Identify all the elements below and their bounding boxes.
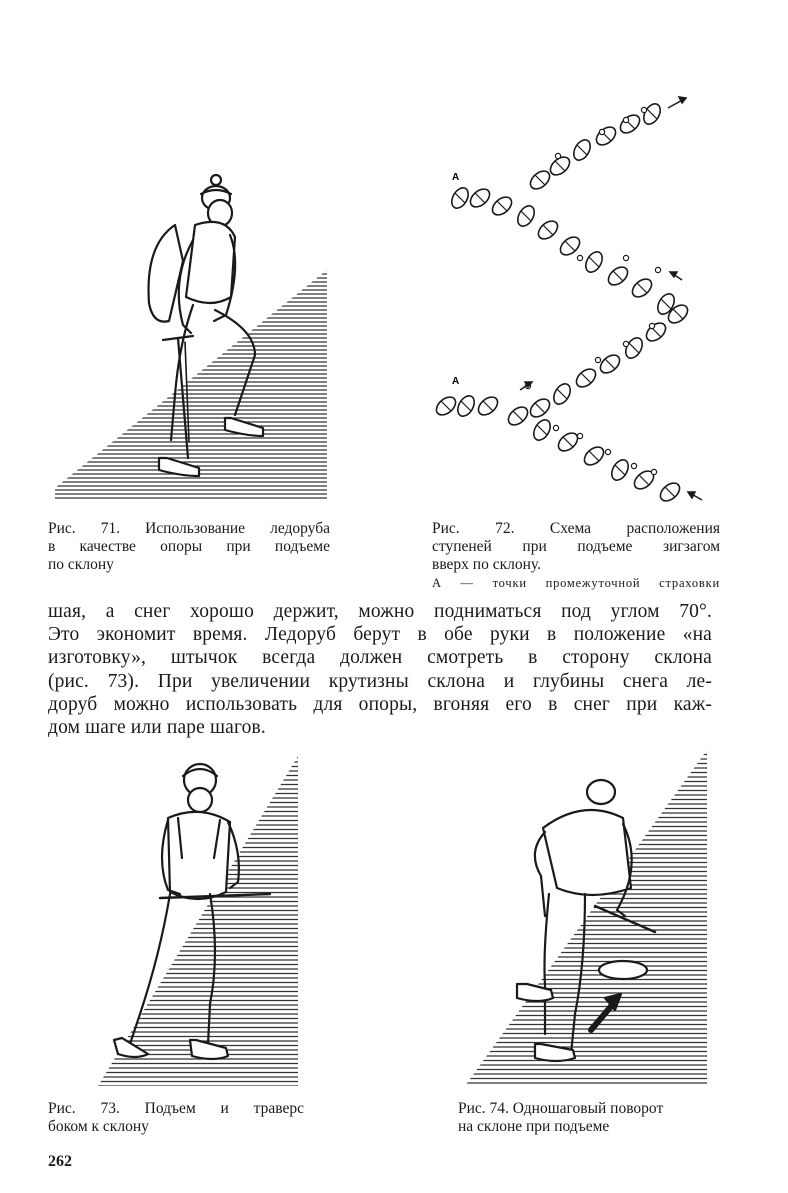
figure-72-caption xyxy=(432,520,720,592)
figure-72-step-diagram xyxy=(430,80,710,510)
figure-71-illustration xyxy=(45,170,335,510)
caption-line: вверх по склону. xyxy=(432,556,541,573)
caption-line: в качестве опоры при подъеме xyxy=(48,538,330,555)
belay-point xyxy=(631,463,636,468)
body-line: дом шаге или паре шагов. xyxy=(48,717,266,739)
belay-point xyxy=(623,255,628,260)
caption-line: боком к склону xyxy=(48,1118,149,1135)
snow-slope-hatching xyxy=(45,270,335,498)
belay-point xyxy=(649,323,654,328)
climber-figure xyxy=(114,764,270,1059)
caption-line: ступеней при подъеме зигзагом xyxy=(432,538,720,555)
caption-line: Рис. 71. Использование ледоруба xyxy=(48,520,330,537)
figure-74-illustration xyxy=(445,748,715,1088)
belay-point xyxy=(577,433,582,438)
belay-point xyxy=(623,341,628,346)
belay-label-upper: А xyxy=(452,172,460,183)
belay-point xyxy=(605,449,610,454)
belay-point xyxy=(651,469,656,474)
caption-line: на склоне при подъеме xyxy=(458,1118,610,1135)
belay-point xyxy=(553,425,558,430)
body-line: изготовку», штычок всегда должен смотреть в сторону склона xyxy=(48,647,712,669)
belay-point xyxy=(595,357,600,362)
climber-figure xyxy=(149,175,263,476)
footprints xyxy=(433,101,691,504)
body-line: (рис. 73). При увеличении крутизны склона и глубины снега ле- xyxy=(48,670,712,692)
body-paragraph xyxy=(48,600,712,739)
figure-73-caption xyxy=(48,1100,304,1136)
caption-line: Рис. 74. Одношаговый поворот xyxy=(458,1100,664,1117)
figure-72-legend: А — точки промежуточной страховки xyxy=(432,576,720,590)
body-line: шая, а снег хорошо держит, можно подниматься под углом 70°. xyxy=(48,601,712,622)
body-line: Это экономит время. Ледоруб берут в обе руки в положение «на xyxy=(48,624,712,646)
caption-line: по склону xyxy=(48,556,114,573)
caption-line: Рис. 72. Схема расположения xyxy=(432,520,720,537)
figure-73-illustration xyxy=(50,748,310,1088)
belay-point xyxy=(655,267,660,272)
belay-label-lower: А xyxy=(452,376,460,387)
page-number: 262 xyxy=(48,1153,72,1170)
caption-line: Рис. 73. Подъем и траверс xyxy=(48,1100,304,1117)
belay-point xyxy=(555,153,560,158)
figure-74-caption xyxy=(458,1100,720,1136)
body-line: доруб можно использовать для опоры, вгоняя его в снег при каж- xyxy=(48,693,712,715)
belay-point xyxy=(623,117,628,122)
figure-71-caption xyxy=(48,520,330,574)
belay-point xyxy=(577,255,582,260)
belay-point xyxy=(641,107,646,112)
belay-point xyxy=(599,129,604,134)
